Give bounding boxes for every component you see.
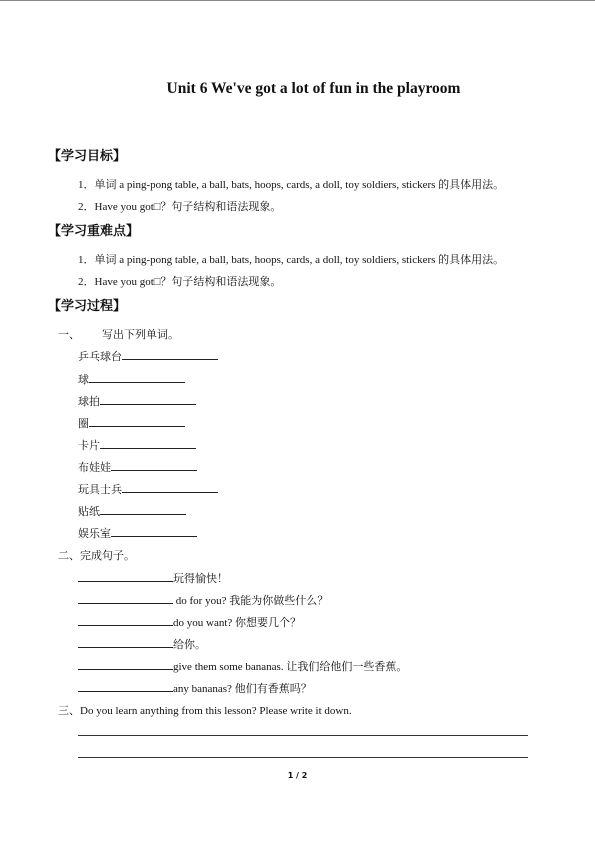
answer-blank[interactable] [122,348,218,360]
goals-item-2: 2．Have you got□？句子结构和语法现象。 [78,201,282,213]
sentence-text: do you want? 你想要几个？ [173,617,302,629]
part3-label: 三、Do you learn anything from this lesson? Please write it down. [58,705,352,717]
word-item [78,459,197,475]
answer-blank[interactable] [111,525,197,537]
answer-blank[interactable] [100,503,186,515]
sentence-item [78,614,301,630]
word-item [78,437,196,453]
writing-line[interactable] [78,735,528,736]
word-label: 球拍 [78,396,100,408]
word-item [78,393,196,409]
answer-blank[interactable] [89,371,185,383]
answer-blank[interactable] [78,680,173,692]
page-top-rule [0,0,595,1]
answer-blank[interactable] [78,636,173,648]
answer-blank[interactable] [78,658,173,670]
key-points-heading: 【学习重难点】 [48,224,140,239]
sentence-item [78,658,407,674]
answer-blank[interactable] [78,592,173,604]
word-item [78,415,185,431]
sentence-item [78,592,328,608]
word-item [78,481,218,497]
word-label: 娱乐室 [78,528,111,540]
word-label: 圈 [78,418,89,430]
answer-blank[interactable] [100,437,196,449]
word-item [78,503,186,519]
sentence-text: any bananas? 他们有香蕉吗？ [173,683,312,695]
writing-line[interactable] [78,757,528,758]
word-item [78,371,185,387]
answer-blank[interactable] [78,614,173,626]
page-number: 1 / 2 [287,771,308,780]
goals-item-1: 1．单词 a ping-pong table, a ball, bats, hoops, cards, a doll, toy soldiers, stickers 的具体用法。 [78,179,505,191]
key-points-item-2: 2．Have you got□？句子结构和语法现象。 [78,276,282,288]
part1-instruction: 写出下列单词。 [102,329,179,341]
answer-blank[interactable] [122,481,218,493]
sentence-item [78,570,228,586]
word-item [78,525,197,541]
sentence-item [78,680,312,696]
part2-label: 二、完成句子。 [58,550,135,562]
word-label: 布娃娃 [78,462,111,474]
key-points-item-1: 1．单词 a ping-pong table, a ball, bats, hoops, cards, a doll, toy soldiers, stickers 的具体用法。 [78,254,505,266]
sentence-item [78,636,206,652]
process-heading: 【学习过程】 [48,299,127,314]
sentence-text: give them some bananas. 让我们给他们一些香蕉。 [173,661,408,673]
answer-blank[interactable] [111,459,197,471]
word-label: 贴纸 [78,506,100,518]
word-label: 卡片 [78,440,100,452]
word-label: 球 [78,374,89,386]
answer-blank[interactable] [89,415,185,427]
sentence-text: 玩得愉快！ [173,573,228,585]
sentence-text: do for you? 我能为你做些什么？ [173,595,329,607]
word-item [78,348,218,364]
part1-label [58,326,179,342]
part1-number: 一、 [58,329,80,341]
page-title: Unit 6 We've got a lot of fun in the playroom [166,80,461,97]
sentence-text: 给你。 [173,639,206,651]
goals-heading: 【学习目标】 [48,149,127,164]
word-label: 玩具士兵 [78,484,122,496]
answer-blank[interactable] [100,393,196,405]
answer-blank[interactable] [78,570,173,582]
word-label: 乒乓球台 [78,351,122,363]
